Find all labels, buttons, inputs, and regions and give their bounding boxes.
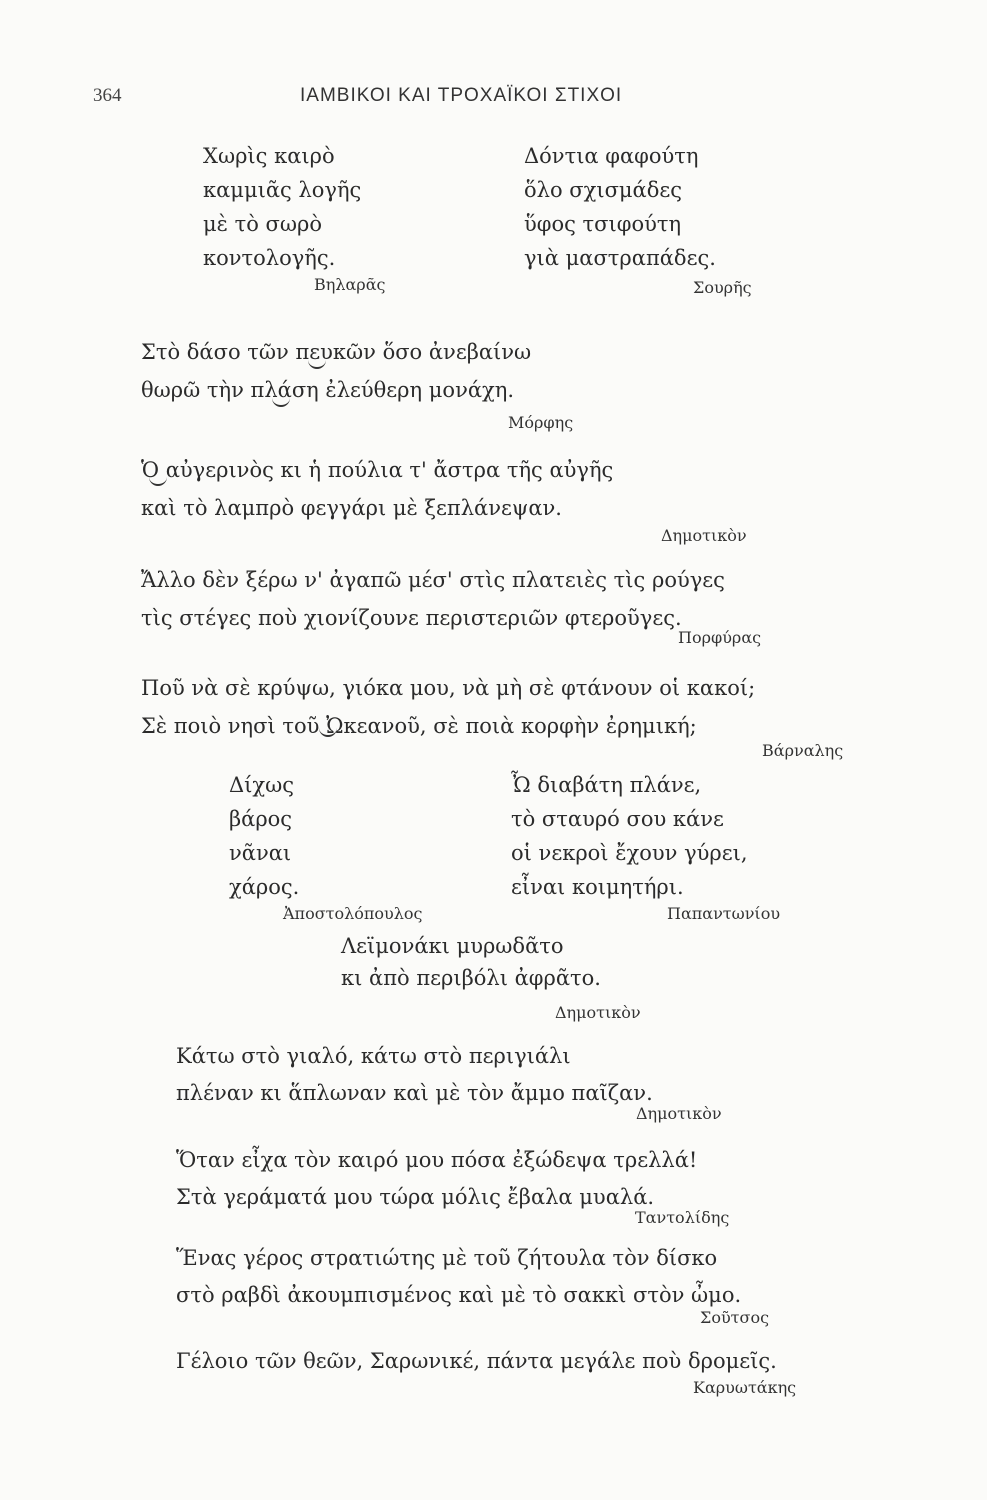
poem-line: χάρος.	[229, 875, 300, 899]
poem-line: στὸ ραβδὶ ἀκουμπισμένος καὶ μὲ τὸ σακκὶ στὸν ὦμο.	[176, 1283, 742, 1307]
poem-line: Ἄλλο δὲν ξέρω ν' ἀγαπῶ μέσ' στὶς πλατειὲς τὶς ρούγες	[141, 568, 725, 592]
poem-line: γιὰ μαστραπάδες.	[524, 246, 716, 270]
poem-line: εἶναι κοιμητήρι.	[511, 875, 684, 899]
poem-line: Στὰ γεράματά μου τώρα μόλις ἔβαλα μυαλά.	[176, 1185, 655, 1209]
author-papantoniou: Παπαντωνίου	[667, 904, 781, 923]
author-morfis: Μόρφης	[508, 413, 574, 432]
poem-line: Κάτω στὸ γιαλό, κάτω στὸ περιγιάλι	[176, 1044, 571, 1068]
poem-karyotakis	[176, 1343, 777, 1380]
author-vilaras: Βηλαρᾶς	[314, 275, 386, 294]
poem-line: βάρος	[229, 807, 293, 831]
poem-line: τὶς στέγες ποὺ χιονίζουνε περιστεριῶν φτεροῦγες.	[141, 606, 682, 630]
author-apostolopoulos: Ἀποστολόπουλος	[283, 904, 423, 923]
poem-dimotikon-1	[141, 451, 613, 527]
poem-papantoniou	[511, 768, 748, 904]
poem-line: κοντολογῆς.	[203, 246, 336, 270]
author-dimotikon-2: Δημοτικὸν	[555, 1003, 641, 1022]
poem-line: Ποῦ νὰ σὲ κρύψω, γιόκα μου, νὰ μὴ σὲ φτάνουν οἱ κακοί;	[141, 676, 756, 700]
poem-morfis	[141, 333, 531, 409]
poem-line: τὸ σταυρό σου κάνε	[511, 807, 724, 831]
poem-dimotikon-2	[341, 930, 601, 994]
poem-line: καὶ τὸ λαμπρὸ φεγγάρι μὲ ξεπλάνεψαν.	[141, 496, 562, 520]
poem-line: Χωρὶς καιρὸ	[203, 144, 335, 168]
poem-line: Ὁ αὐγερινὸς κι ἡ πούλια τ' ἄστρα τῆς αὐγῆς	[141, 458, 614, 482]
poem-line: νᾶναι	[229, 841, 292, 865]
author-souris: Σουρῆς	[693, 278, 752, 297]
poem-porfyras	[141, 561, 725, 637]
poem-line: Ὅταν εἶχα τὸν καιρό μου πόσα ἐξώδεψα τρελλά!	[176, 1148, 698, 1172]
poem-line: Δόντια φαφούτη	[524, 144, 699, 168]
poem-line: Γέλοιο τῶν θεῶν, Σαρωνικέ, πάντα μεγάλε ποὺ δρομεῖς.	[176, 1349, 777, 1373]
author-porfyras: Πορφύρας	[678, 628, 762, 647]
poem-line: ὕφος τσιφούτη	[524, 212, 682, 236]
author-karyotakis: Καρυωτάκης	[693, 1378, 797, 1397]
poem-line: Δίχως	[229, 773, 295, 797]
author-varnalis: Βάρναλης	[762, 741, 844, 760]
poem-line: Στὸ δάσο τῶν πευκῶν ὅσο ἀνεβαίνω	[141, 340, 532, 364]
page-number: 364	[93, 85, 122, 106]
poem-soutsos	[176, 1240, 741, 1314]
poem-line: μὲ τὸ σωρὸ	[203, 212, 322, 236]
author-tantalidis: Ταντολίδης	[635, 1208, 730, 1227]
poem-line: Σὲ ποιὸ νησὶ τοῦ Ὠκεανοῦ, σὲ ποιὰ κορφὴν ἐρημική;	[141, 714, 697, 738]
poem-dimotikon-3	[176, 1038, 653, 1112]
poem-souris	[524, 139, 716, 275]
poem-line: Λεϊμονάκι μυρωδᾶτο	[341, 934, 564, 958]
poem-apostolopoulos	[229, 768, 299, 904]
poem-line: ὅλο σχισμάδες	[524, 178, 683, 202]
poem-vilaras	[203, 139, 361, 275]
poem-line: οἱ νεκροὶ ἔχουν γύρει,	[511, 841, 748, 865]
author-dimotikon-1: Δημοτικὸν	[661, 526, 747, 545]
running-title: ΙΑΜΒΙΚΟΙ ΚΑΙ ΤΡΟΧΑΪΚΟΙ ΣΤΙΧΟΙ	[300, 85, 623, 106]
poem-line: Ὦ διαβάτη πλάνε,	[511, 773, 702, 797]
poem-line: πλέναν κι ἅπλωναν καὶ μὲ τὸν ἄμμο παῖζαν.	[176, 1081, 653, 1105]
poem-varnalis	[141, 669, 755, 745]
poem-tantalidis	[176, 1142, 697, 1216]
poem-line: καμμιᾶς λογῆς	[203, 178, 362, 202]
poem-line: θωρῶ τὴν πλάση ἐλεύθερη μονάχη.	[141, 378, 515, 402]
author-soutsos: Σοῦτσος	[700, 1308, 770, 1327]
author-dimotikon-3: Δημοτικὸν	[636, 1104, 722, 1123]
poem-line: Ἕνας γέρος στρατιώτης μὲ τοῦ ζήτουλα τὸν δίσκο	[176, 1246, 718, 1270]
poem-line: κι ἀπὸ περιβόλι ἀφρᾶτο.	[341, 966, 601, 990]
